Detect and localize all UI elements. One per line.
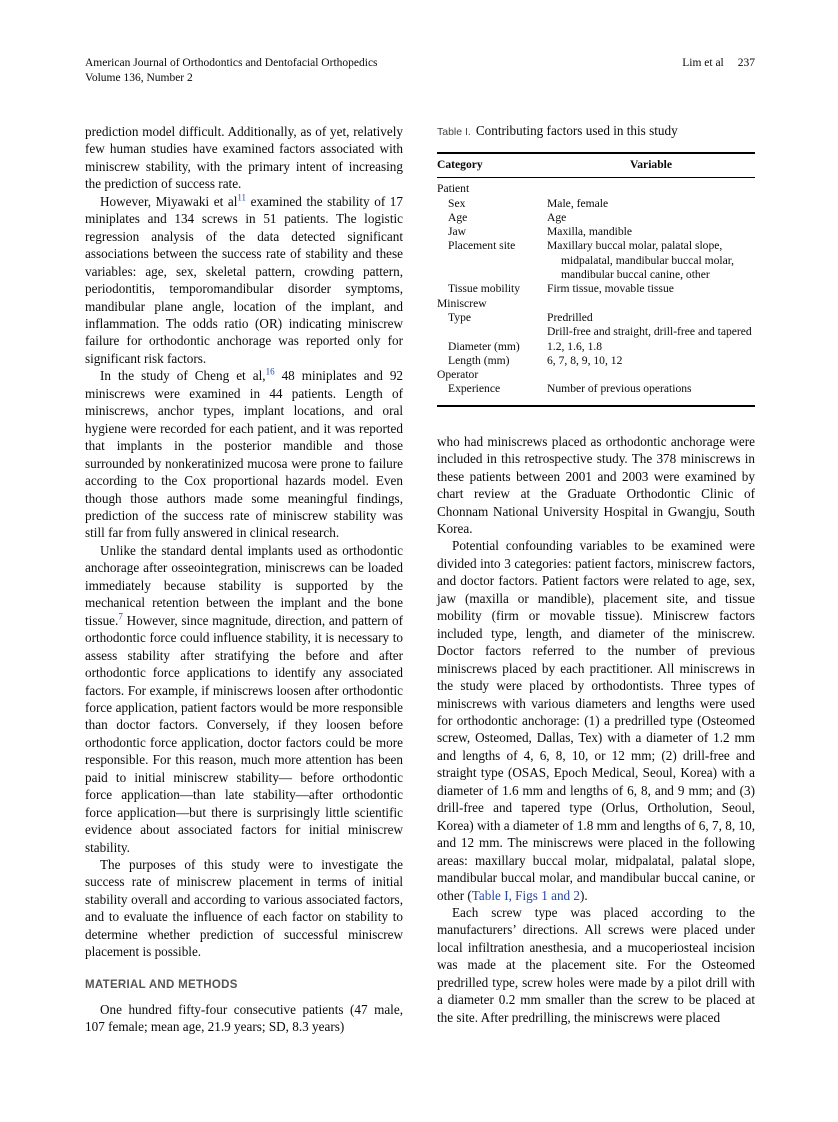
table-row-tissue-mobility <box>437 282 755 296</box>
paragraph: The purposes of this study were to investigate the success rate of miniscrew placement in terms of initial stability overall and according to various associated factors, and to evaluate the influence of each factor on stability to determine whether prediction of successful miniscrew placement is possible. <box>85 857 403 960</box>
table-row-experience <box>437 382 755 396</box>
table-cell-variable: Drill-free and straight, drill-free and tapered <box>547 325 752 339</box>
text-run: examined the stability of 17 miniplates and 134 screws in 51 patients. The logistic regression analysis of the data detected significant associations between the success rate of stability and these variables: age, sex, skeletal pattern, crowding pattern, periodontitis, temporomandibular disorder symptoms, mandibular plane angle, location of the implant, and inflammation. The odds ratio (OR) indicating miniscrew failure for orthodontic anchorage was reported only for significant risk factors. <box>85 193 403 366</box>
table-cell-category: Sex <box>448 196 466 210</box>
table-cell-category: Patient <box>437 182 470 196</box>
text-run: Potential confounding variables to be examined were divided into 3 categories: patient factors, miniscrew factors, and doctor factors. Patient factors were related to age, sex, jaw (maxilla or mandible), placement site, and tissue mobility (firm or movable tissue). Miniscrew factors included type, length, and diameter of the miniscrew. Doctor factors referred to the number of previous miniscrews placed by each practitioner. All miniscrews in the study were placed by orthodontists. Three types of miniscrews with various diameters and lengths were used for orthodontic anchorage: (1) a predrilled type (Osteomed screw, Osteomed, Dallas, Tex) with a diameter of 1.2 mm and lengths of 4, 6, 8, 10, or 12 mm; (2) drill-free and straight type (OSAS, Epoch Medical, Seoul, Korea) with a diameter of 1.6 mm and lengths of 6, 8, and 9 mm; and (3) drill-free and tapered type (Orlus, Ortholution, Seoul, Korea) with a diameter of 1.8 mm and lengths of 6, 7, 8, 10, and 12 mm. The miniscrews were placed in the following areas: maxillary buccal molar, midpalatal, palatal slope, mandibular buccal molar, and mandibular buccal canine, or other ( <box>437 538 755 903</box>
table-row-miniscrew <box>437 297 755 311</box>
left-column <box>85 123 403 1036</box>
table-cell-variable: Male, female <box>547 196 609 210</box>
table-cell-variable: Maxilla, mandible <box>547 225 633 239</box>
paragraph <box>85 193 403 368</box>
paragraph: One hundred fifty-four consecutive patients (47 male, 107 female; mean age, 21.9 years; SD, 8.3 years) <box>85 1001 403 1035</box>
right-column <box>437 123 755 1036</box>
table-cell-category: Jaw <box>448 225 467 239</box>
table-cell-category: Miniscrew <box>437 296 487 310</box>
text-run: ). <box>580 887 588 903</box>
table-col-category: Category <box>437 158 483 171</box>
journal-title: American Journal of Orthodontics and Dentofacial Orthopedics <box>85 57 378 69</box>
table-cell-variable: 6, 7, 8, 9, 10, 12 <box>547 353 623 367</box>
table-grid <box>437 152 755 407</box>
section-heading-material-and-methods: MATERIAL AND METHODS <box>85 978 238 991</box>
table-col-variable: Variable <box>629 158 673 171</box>
running-author: Lim et al <box>682 57 724 69</box>
paragraph <box>85 367 403 542</box>
paragraph: Each screw type was placed according to the manufacturers’ directions. All screws were placed under local infiltration anesthesia, and a mucoperiosteal incision was made at the placement site. For the Osteomed predrilled type, screw holes were made by a pilot drill with a diameter 0.2 mm smaller than the screw to be placed at the site. After predrilling, the miniscrews were placed <box>437 904 755 1025</box>
text-run: In the study of Cheng et al, <box>100 368 266 384</box>
paragraph <box>85 542 403 856</box>
table-cell-variable: Maxillary buccal molar, palatal slope, midpalatal, mandibular buccal molar, mandibular buccal canine, other <box>547 239 735 282</box>
table-row-patient <box>437 182 755 196</box>
text-run: Unlike the standard dental implants used as orthodontic anchorage after osseointegration, miniscrews can be loaded immediately because stability is supported by the mechanical retention between the implant and the bone tissue. <box>85 542 403 628</box>
two-column-body <box>85 123 755 1036</box>
table-cell-variable <box>547 182 755 196</box>
table-1 <box>437 123 755 407</box>
table-cell-category: Age <box>448 210 468 224</box>
table-cell-variable: Firm tissue, movable tissue <box>547 282 674 296</box>
citation-ref-11[interactable]: 11 <box>237 192 247 203</box>
citation-ref-7[interactable]: 7 <box>118 611 123 622</box>
page-number: 237 <box>737 57 755 69</box>
table-cell-variable: Age <box>547 210 567 224</box>
running-head-right <box>682 56 755 71</box>
table-caption <box>437 123 755 140</box>
table-cell-variable <box>547 297 755 311</box>
table-cell-category: Operator <box>437 368 479 382</box>
table-cell-category: Diameter (mm) <box>448 339 520 353</box>
table-row-length <box>437 354 755 368</box>
table-row-placement-site <box>437 239 755 282</box>
text-run: However, Miyawaki et al <box>100 193 238 209</box>
table-row-diameter <box>437 340 755 354</box>
table-row-type-continued <box>437 325 755 339</box>
paragraph: who had miniscrews placed as orthodontic anchorage were included in this retrospective study. The 378 miniscrews in these patients between 2001 and 2003 were examined by chart review at the Graduate Orthodontic Clinic of Chonnam National University Hospital in Gwangju, South Korea. <box>437 433 755 537</box>
table-cell-variable: 1.2, 1.6, 1.8 <box>547 339 603 353</box>
table-row-type <box>437 311 755 325</box>
table-cell-category: Type <box>448 310 472 324</box>
table-row-sex <box>437 197 755 211</box>
table-row-jaw <box>437 225 755 239</box>
journal-issue: Volume 136, Number 2 <box>85 71 193 84</box>
table-cell-variable: Number of previous operations <box>547 382 692 396</box>
table-row-operator <box>437 368 755 382</box>
table-header-row <box>437 154 755 178</box>
table-cell-variable: Predrilled <box>547 310 593 324</box>
table-cell-category <box>437 325 547 339</box>
paragraph <box>437 537 755 904</box>
running-header <box>85 56 755 85</box>
table-label: Table I. <box>437 126 471 138</box>
table-figs-link[interactable]: Table I, Figs 1 and 2 <box>471 887 581 903</box>
table-cell-variable <box>547 368 755 382</box>
journal-info <box>85 56 378 85</box>
text-run: 48 miniplates and 92 miniscrews were examined in 44 patients. Length of miniscrews, anchor types, implant locations, and oral hygiene were recorded for each patient, and it was reported that implants in the posterior mandible and those surrounded by nonkeratinized mucosa were prone to failure according to the Cox proportional hazards model. Even though those authors made some meaningful findings, prediction of the success rate of miniscrew stability was still far from fully answered in clinical research. <box>85 368 404 541</box>
paragraph: prediction model difficult. Additionally, as of yet, relatively few human studies have examined factors associated with miniscrew stability, with the primary intent of increasing the prediction of success rate. <box>85 124 403 192</box>
table-cell-category: Placement site <box>448 239 516 253</box>
table-row-age <box>437 211 755 225</box>
text-run: However, since magnitude, direction, and pattern of orthodontic force could influence stability, it is necessary to assess stability after stratifying the before and after orthodontic force applications to identify any associated factors. For example, if miniscrews loosen after orthodontic force application, patient factors would be more responsible than doctor factors. Conversely, if they loosen before orthodontic force application, doctor factors could be more responsible. For this reason, much more attention has been paid to initial miniscrew stability— before orthodontic force application—than late stability—after orthodontic force application—but there is surprisingly little scientific evidence about associated factors for initial miniscrew stability. <box>85 612 403 855</box>
table-cell-category: Length (mm) <box>448 353 510 367</box>
table-title: Contributing factors used in this study <box>475 123 678 138</box>
table-cell-category: Tissue mobility <box>448 282 521 296</box>
table-cell-category: Experience <box>448 382 501 396</box>
citation-ref-16[interactable]: 16 <box>265 366 275 377</box>
